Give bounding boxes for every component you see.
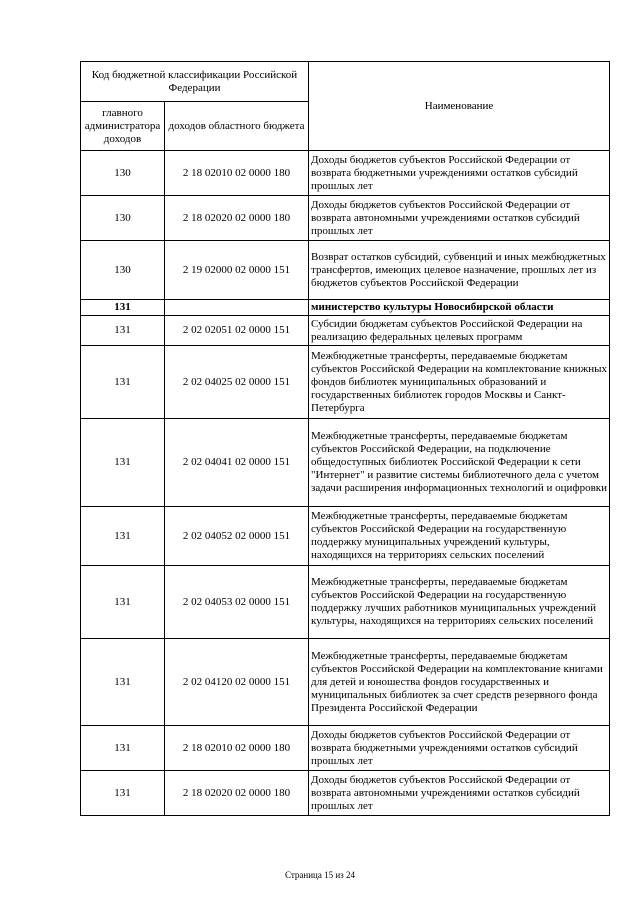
table-row xyxy=(81,419,610,507)
table-row xyxy=(81,771,610,816)
table-row xyxy=(81,316,610,346)
header-admin-code: главного администратора доходов xyxy=(81,102,165,151)
page-number: Страница 15 из 24 xyxy=(285,870,355,880)
name-cell: министерство культуры Новосибирской области xyxy=(309,300,610,316)
name-cell: Субсидии бюджетам субъектов Российской Федерации на реализацию федеральных целевых программ xyxy=(309,316,610,346)
admin-code-cell: 131 xyxy=(81,316,165,346)
name-cell: Межбюджетные трансферты, передаваемые бюджетам субъектов Российской Федерации на комплектование книжных фондов библиотек муниципальных образований и государственных библиотек городов Москвы и Санкт-Петербурга xyxy=(309,346,610,419)
table-row xyxy=(81,639,610,726)
income-code-cell: 2 02 04120 02 0000 151 xyxy=(165,639,309,726)
table-row xyxy=(81,300,610,316)
name-cell: Доходы бюджетов субъектов Российской Федерации от возврата автономными учреждениями остатков субсидий прошлых лет xyxy=(309,196,610,241)
table-row xyxy=(81,566,610,639)
header-name: Наименование xyxy=(309,62,610,151)
name-cell: Межбюджетные трансферты, передаваемые бюджетам субъектов Российской Федерации на комплектование книгами для детей и юношества фондов государственных и муниципальных библиотек за счет средств резервного фонда Президента Российской Федерации xyxy=(309,639,610,726)
admin-code-cell: 130 xyxy=(81,196,165,241)
name-cell: Межбюджетные трансферты, передаваемые бюджетам субъектов Российской Федерации, на подключение общедоступных библиотек Российской Федерации к сети "Интернет" и развитие системы библиотечного дела с учетом задачи расширения информационных технологий и оцифровки xyxy=(309,419,610,507)
income-code-cell: 2 18 02020 02 0000 180 xyxy=(165,771,309,816)
name-cell: Доходы бюджетов субъектов Российской Федерации от возврата автономными учреждениями остатков субсидий прошлых лет xyxy=(309,771,610,816)
admin-code-cell: 131 xyxy=(81,566,165,639)
name-cell: Возврат остатков субсидий, субвенций и иных межбюджетных трансфертов, имеющих целевое назначение, прошлых лет из бюджетов субъектов Российской Федерации xyxy=(309,241,610,300)
admin-code-cell: 130 xyxy=(81,151,165,196)
name-cell: Межбюджетные трансферты, передаваемые бюджетам субъектов Российской Федерации на государственную поддержку лучших работников муниципальных учреждений культуры, находящихся на территориях сельских поселений xyxy=(309,566,610,639)
income-code-cell: 2 02 04053 02 0000 151 xyxy=(165,566,309,639)
admin-code-cell: 131 xyxy=(81,726,165,771)
admin-code-cell: 131 xyxy=(81,771,165,816)
table-row xyxy=(81,196,610,241)
budget-classification-table xyxy=(80,61,610,816)
admin-code-cell: 131 xyxy=(81,419,165,507)
admin-code-cell: 131 xyxy=(81,300,165,316)
admin-code-cell: 131 xyxy=(81,507,165,566)
header-income-code: доходов областного бюджета xyxy=(165,102,309,151)
income-code-cell: 2 02 04025 02 0000 151 xyxy=(165,346,309,419)
name-cell: Доходы бюджетов субъектов Российской Федерации от возврата бюджетными учреждениями остатков субсидий прошлых лет xyxy=(309,726,610,771)
table-row xyxy=(81,241,610,300)
income-code-cell: 2 02 04052 02 0000 151 xyxy=(165,507,309,566)
name-cell: Межбюджетные трансферты, передаваемые бюджетам субъектов Российской Федерации на государственную поддержку муниципальных учреждений культуры, находящихся на территориях сельских поселений xyxy=(309,507,610,566)
table-body xyxy=(81,151,610,816)
income-code-cell: 2 18 02010 02 0000 180 xyxy=(165,151,309,196)
table-row xyxy=(81,507,610,566)
header-code-group: Код бюджетной классификации Российской Федерации xyxy=(81,62,309,102)
income-code-cell: 2 19 02000 02 0000 151 xyxy=(165,241,309,300)
income-code-cell xyxy=(165,300,309,316)
admin-code-cell: 130 xyxy=(81,241,165,300)
admin-code-cell: 131 xyxy=(81,346,165,419)
income-code-cell: 2 18 02020 02 0000 180 xyxy=(165,196,309,241)
income-code-cell: 2 02 02051 02 0000 151 xyxy=(165,316,309,346)
income-code-cell: 2 18 02010 02 0000 180 xyxy=(165,726,309,771)
admin-code-cell: 131 xyxy=(81,639,165,726)
name-cell: Доходы бюджетов субъектов Российской Федерации от возврата бюджетными учреждениями остатков субсидий прошлых лет xyxy=(309,151,610,196)
table-row xyxy=(81,346,610,419)
income-code-cell: 2 02 04041 02 0000 151 xyxy=(165,419,309,507)
table-row xyxy=(81,151,610,196)
table-row xyxy=(81,726,610,771)
